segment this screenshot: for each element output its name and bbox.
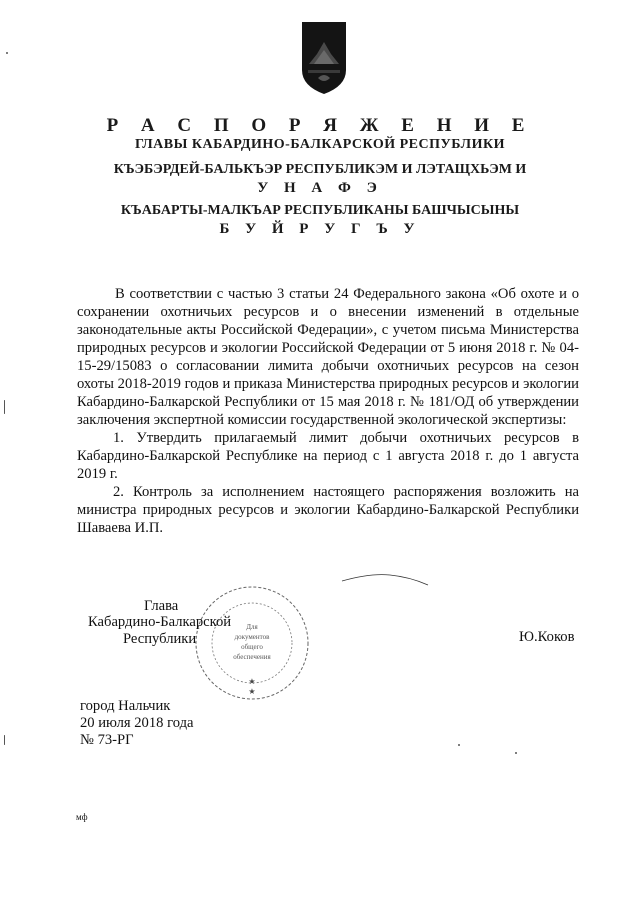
- svg-text:обеспечения: обеспечения: [233, 653, 271, 661]
- author-mark: мф: [76, 812, 88, 822]
- svg-text:документов: документов: [234, 633, 270, 641]
- document-type-kabardian: У Н А Ф Э: [257, 180, 383, 196]
- svg-text:★: ★: [248, 687, 256, 696]
- issuer-line-balkar: КЪАБАРТЫ-МАЛКЪАР РЕСПУБЛИКАНЫ БАШЧЫСЫНЫ: [120, 203, 520, 218]
- signatory-name: Ю.Коков: [519, 629, 575, 645]
- order-item-2: 2. Контроль за исполнением настоящего распоряжения возложить на министра природных ресурсов и экологии Кабардино-Балкарской Республики Шаваева И.П.: [77, 484, 579, 536]
- issuer-line-russian: ГЛАВЫ КАБАРДИНО-БАЛКАРСКОЙ РЕСПУБЛИКИ: [134, 137, 506, 152]
- document-type-title: Р А С П О Р Я Ж Е Н И Е: [106, 115, 534, 136]
- signature-stroke: [340, 567, 430, 587]
- issuer-line-kabardian: КЪЭБЭРДЕЙ-БАЛЬКЪЭР РЕСПУБЛИКЭМ И ЛЭТАЩХЬЭМ И: [113, 162, 527, 177]
- scan-speck: [6, 52, 8, 54]
- document-number: № 73-РГ: [80, 732, 134, 748]
- round-seal-stamp: [180, 585, 330, 703]
- scan-speck: [4, 400, 5, 414]
- issue-date: 20 июля 2018 года: [80, 715, 194, 731]
- scan-speck: [458, 744, 460, 746]
- coat-of-arms-emblem: [300, 20, 348, 96]
- document-type-balkar: Б У Й Р У Г Ъ У: [219, 221, 421, 237]
- preamble-paragraph: В соответствии с частью 3 статьи 24 Федерального закона «Об охоте и о сохранении охотничьих ресурсов и о внесении изменений в отдельные законодательные акты Российской Федерации», с учетом письма Министерства природных ресурсов и экологии Российской Федерации от 5 июня 2018 г. № 04-15-29/15083 о согласовании лимита добычи охотничьих ресурсов на сезон охоты 2018-2019 годов и приказа Министерства природных ресурсов и экологии Кабардино-Балкарской Республики от 15 мая 2018 г. № 181/ОД об утверждении заключения экспертной комиссии государственной экологической экспертизы:: [77, 286, 579, 428]
- document-body: [77, 285, 579, 537]
- issue-city: город Нальчик: [80, 698, 171, 714]
- svg-text:общего: общего: [241, 643, 263, 651]
- svg-text:★: ★: [248, 677, 256, 686]
- signatory-position-line-1: Глава: [144, 598, 179, 614]
- signatory-position-line-3: Республики: [123, 631, 197, 647]
- signatory-position-line-2: Кабардино-Балкарской: [88, 614, 232, 630]
- svg-text:Для: Для: [246, 623, 258, 631]
- scan-speck: [4, 735, 5, 745]
- scan-speck: [515, 752, 517, 754]
- order-item-1: 1. Утвердить прилагаемый лимит добычи охотничьих ресурсов в Кабардино-Балкарской Республике на период с 1 августа 2018 г. до 1 августа 2019 г.: [77, 430, 579, 482]
